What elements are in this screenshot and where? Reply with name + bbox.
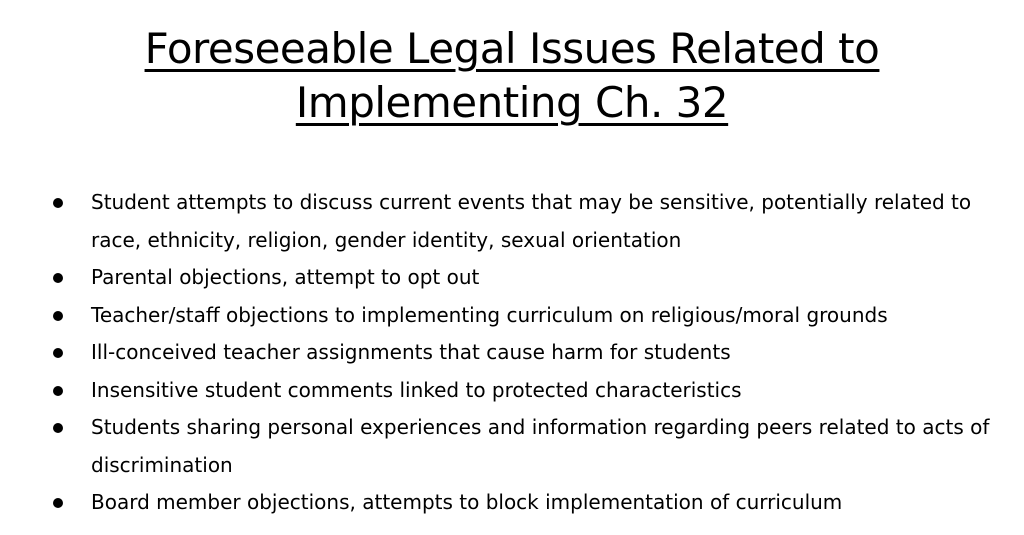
title-line-1: Foreseeable Legal Issues Related to [144, 24, 880, 73]
bullet-dot-icon [53, 498, 63, 508]
list-item [50, 297, 1000, 335]
list-item-text: Ill-conceived teacher assignments that cause harm for students [91, 340, 731, 364]
list-item-text: Insensitive student comments linked to protected characteristics [91, 377, 742, 402]
list-item [50, 484, 1000, 522]
list-item [50, 334, 1000, 372]
list-item [50, 184, 1000, 259]
bullet-list [50, 184, 1000, 522]
list-item-text: Board member objections, attempts to block implementation of curriculum [91, 490, 843, 514]
bullet-dot-icon [53, 386, 63, 396]
page-title [0, 22, 1024, 130]
bullet-dot-icon [53, 311, 63, 321]
list-item-text: Teacher/staff objections to implementing curriculum on religious/moral grounds [91, 302, 888, 327]
bullet-dot-icon [53, 423, 63, 433]
bullet-dot-icon [53, 198, 63, 208]
list-item [50, 372, 1000, 410]
bullet-dot-icon [53, 273, 63, 283]
list-item-text: Students sharing personal experiences and information regarding peers related to acts of discrimination [91, 415, 990, 477]
list-item-text: Student attempts to discuss current events that may be sensitive, potentially related to race, ethnicity, religion, gender identity, sexual orientation [91, 190, 972, 252]
title-line-2: Implementing Ch. 32 [295, 78, 729, 127]
bullet-dot-icon [53, 348, 63, 358]
list-item [50, 259, 1000, 297]
list-item [50, 409, 1000, 484]
list-item-text: Parental objections, attempt to opt out [91, 265, 480, 289]
